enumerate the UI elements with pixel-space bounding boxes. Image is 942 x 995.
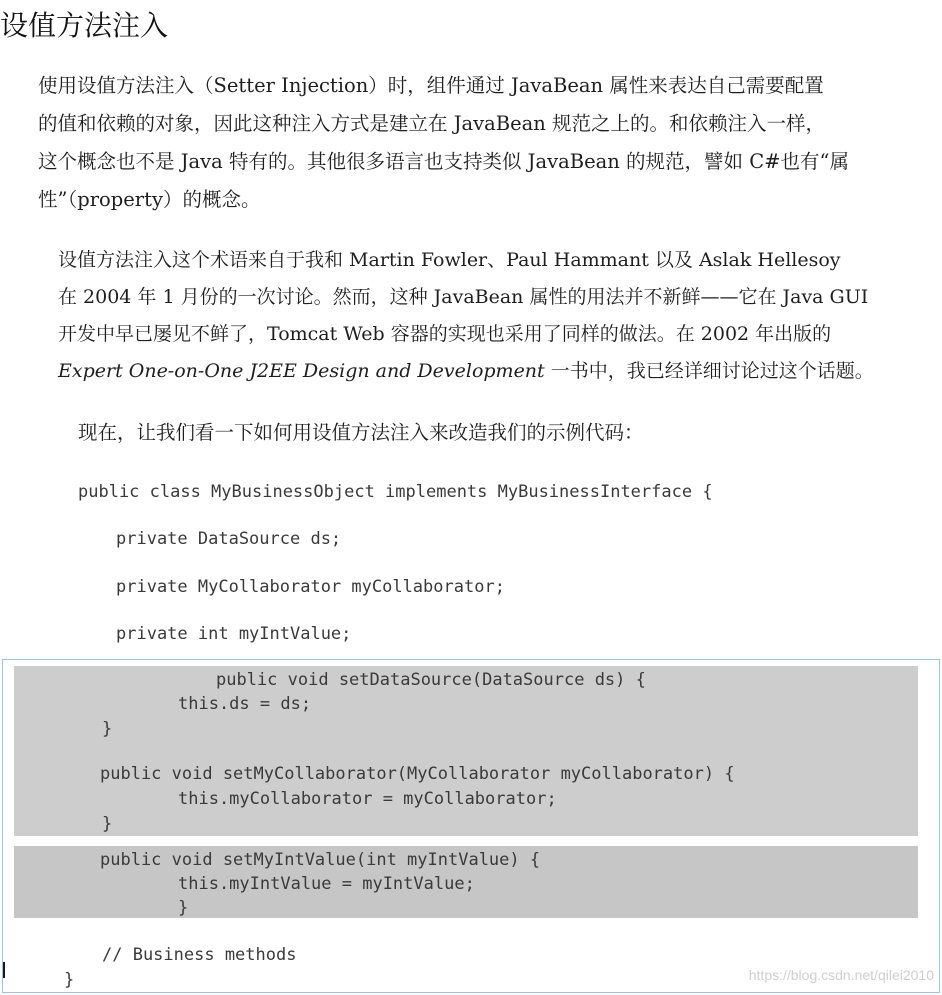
paragraph-line: 的值和依赖的对象，因此这种注入方式是建立在 JavaBean 规范之上的。和依赖注入一样， [38,112,826,135]
code-field-datasource: private DataSource ds; [116,529,342,549]
paragraph-line: 使用设值方法注入（Setter Injection）时，组件通过 JavaBean 属性来表达自己需要配置 [38,74,824,97]
code-class-declaration: public class MyBusinessObject implements MyBusinessInterface { [78,482,713,502]
code-method-setdatasource-body: this.ds = ds; [178,694,312,714]
section-heading: 设值方法注入 [0,9,169,42]
code-business-methods-comment: // Business methods [102,945,297,965]
book-title: Expert One-on-One J2EE Design and Development [58,360,545,382]
paragraph-example-intro: 现在，让我们看一下如何用设值方法注入来改造我们的示例代码： [78,421,644,444]
paragraph-line-suffix: 一书中，我已经详细讨论过这个话题。 [544,360,874,382]
code-method-setdatasource-signature: public void setDataSource(DataSource ds) { [216,670,646,690]
paragraph-line: 设值方法注入这个术语来自于我和 Martin Fowler、Paul Hammant 以及 Aslak Hellesoy [58,249,841,271]
code-method-setintvalue-close: } [178,898,189,918]
paragraph-line: 在 2004 年 1 月份的一次讨论。然而，这种 JavaBean 属性的用法并不新鲜——它在 Java GUI [58,286,869,308]
paragraph-line: 性”（property）的概念。 [38,188,261,211]
watermark-url: https://blog.csdn.net/qilei2010 [748,967,934,983]
code-method-setcollaborator-signature: public void setMyCollaborator(MyCollaborator myCollaborator) { [100,764,735,784]
code-field-collaborator: private MyCollaborator myCollaborator; [116,577,505,597]
paragraph-line: 这个概念也不是 Java 特有的。其他很多语言也支持类似 JavaBean 的规范，譬如 C#也有“属 [38,150,849,173]
code-method-setcollaborator-close: } [102,814,113,834]
paragraph-setter-injection-intro [38,67,849,219]
paragraph-term-origin [58,242,874,390]
paragraph-line [58,353,874,390]
code-method-setintvalue-signature: public void setMyIntValue(int myIntValue) { [100,850,541,870]
code-class-close: } [64,970,75,990]
code-method-setcollaborator-body: this.myCollaborator = myCollaborator; [178,789,557,809]
code-field-intvalue: private int myIntValue; [116,624,352,644]
code-method-setdatasource-close: } [102,719,113,739]
code-shaded-band [14,666,918,836]
code-method-setintvalue-body: this.myIntValue = myIntValue; [178,874,475,894]
text-cursor [3,962,5,978]
paragraph-line: 开发中早已屡见不鲜了，Tomcat Web 容器的实现也采用了同样的做法。在 2002 年出版的 [58,323,832,345]
